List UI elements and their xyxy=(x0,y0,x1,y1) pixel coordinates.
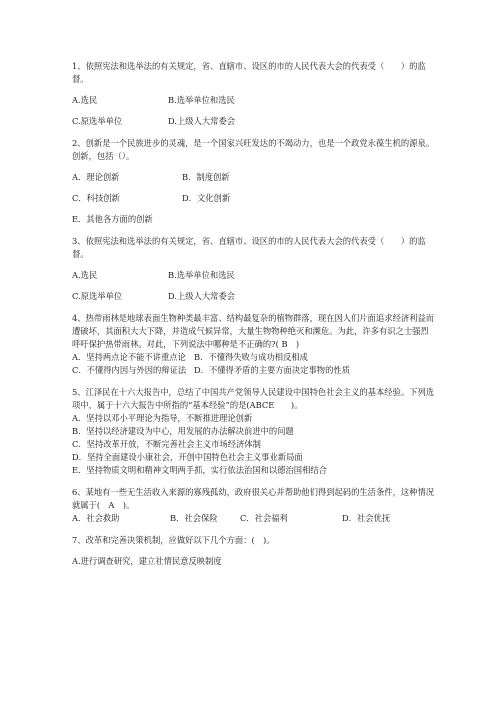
question-6-option-a: A．社会救助 xyxy=(72,513,120,523)
question-2-option-e: E．其他各方面的创新 xyxy=(72,214,153,224)
question-7-stem: 7、改革和完善决策机制，应做好以下几个方面：( )。 xyxy=(72,535,275,545)
question-4-option-c: C．不懂得内因与外因的辩证法 xyxy=(72,365,187,375)
question-3-option-d: D.上级人大常委会 xyxy=(168,291,236,301)
question-2-option-b: B．制度创新 xyxy=(182,172,230,182)
question-2-option-a: A．理论创新 xyxy=(72,172,120,182)
question-2-options-row-2 xyxy=(72,192,436,205)
question-2-option-d: D．文化创新 xyxy=(182,193,231,203)
question-5-option-b: B．坚持以经济建设为中心，用发展的办法解决前进中的问题 xyxy=(72,426,294,436)
question-5-option-c: C．坚持改革开放，不断完善社会主义市场经济体制 xyxy=(72,439,261,449)
question-5-option-d: D．坚持全面建设小康社会，开创中国特色社会主义事业新局面 xyxy=(72,452,303,462)
question-6-stem: 6、某地有一些无生活收入来源的寡残孤幼，政府很关心并帮助他们得到起码的生活条件，这种情况就属于( A )。 xyxy=(72,487,435,510)
question-4-option-a: A．坚持两点论不能不讲重点论 xyxy=(72,352,186,362)
question-1-option-c: C.原选举单位 xyxy=(72,116,123,126)
question-3-options-row-1 xyxy=(72,269,436,282)
question-2-option-c: C．科技创新 xyxy=(72,193,120,203)
question-1-options-row-2 xyxy=(72,115,436,128)
question-2-stem: 2、创新是一个民族进步的灵魂，是一个国家兴旺发达的不竭动力，也是一个政党永葆生机的源泉。创新，包括（）。 xyxy=(72,138,435,161)
question-2-options-row-1 xyxy=(72,171,436,184)
question-5-option-a: A．坚持以邓小平理论为指导，不断推进理论创新 xyxy=(72,413,253,423)
question-1-stem: 1、依照宪法和选举法的有关规定，省、直辖市、设区的市的人民代表大会的代表受（ ）的监督。 xyxy=(72,61,426,84)
question-3-options-row-2 xyxy=(72,290,436,303)
question-1-option-d: D.上级人大常委会 xyxy=(168,116,236,126)
question-7-option-a: A.进行调查研究，建立社情民意反映制度 xyxy=(72,556,222,566)
question-1-options-row-1 xyxy=(72,94,436,107)
question-4-options-row-2 xyxy=(72,364,436,377)
question-5-stem: 5、江泽民在十六大报告中，总结了中国共产党领导人民建设中国特色社会主义的基本经验。下列选项中，属于十六大报告中所指的“基本经验”的是(ABCE )。 xyxy=(72,387,435,410)
question-6-option-b: B．社会保险 xyxy=(170,513,218,523)
question-3-option-c: C.原选举单位 xyxy=(72,291,123,301)
question-3-stem: 3、依照宪法和选举法的有关规定，省、直辖市、设区的市的人民代表大会的代表受（ ）的监督。 xyxy=(72,236,426,259)
question-5-option-e: E．坚持物质文明和精神文明两手抓，实行依法治国和以德治国相结合 xyxy=(72,465,327,475)
question-4-stem: 4、热带雨林是地球表面生物种类最丰富、结构最复杂的植物群落，现在因人们片面追求经济利益而遭破坏，其面积大大下降，并造成气候异常，大量生物物种绝灭和濒危。为此，许多有识之士强烈呼吁保护热带雨林。对此，下列说法中哪种是不正确的?( B ) xyxy=(72,313,435,349)
document-body xyxy=(72,60,436,568)
question-3-option-a: A.选民 xyxy=(72,270,98,280)
question-4-option-b: B．不懂得失败与成功相反相成 xyxy=(194,352,308,362)
question-6-option-c: C．社会福利 xyxy=(240,513,288,523)
question-4-option-d: D．不懂得矛盾的主要方面决定事物的性质 xyxy=(194,365,350,375)
question-6-option-d: D．社会优抚 xyxy=(342,513,391,523)
question-4-options-row-1 xyxy=(72,351,436,364)
question-6-options-row xyxy=(72,512,436,525)
question-3-option-b: B.选举单位和选民 xyxy=(168,270,235,280)
question-1-option-a: A.选民 xyxy=(72,95,98,105)
question-1-option-b: B.选举单位和选民 xyxy=(168,95,235,105)
